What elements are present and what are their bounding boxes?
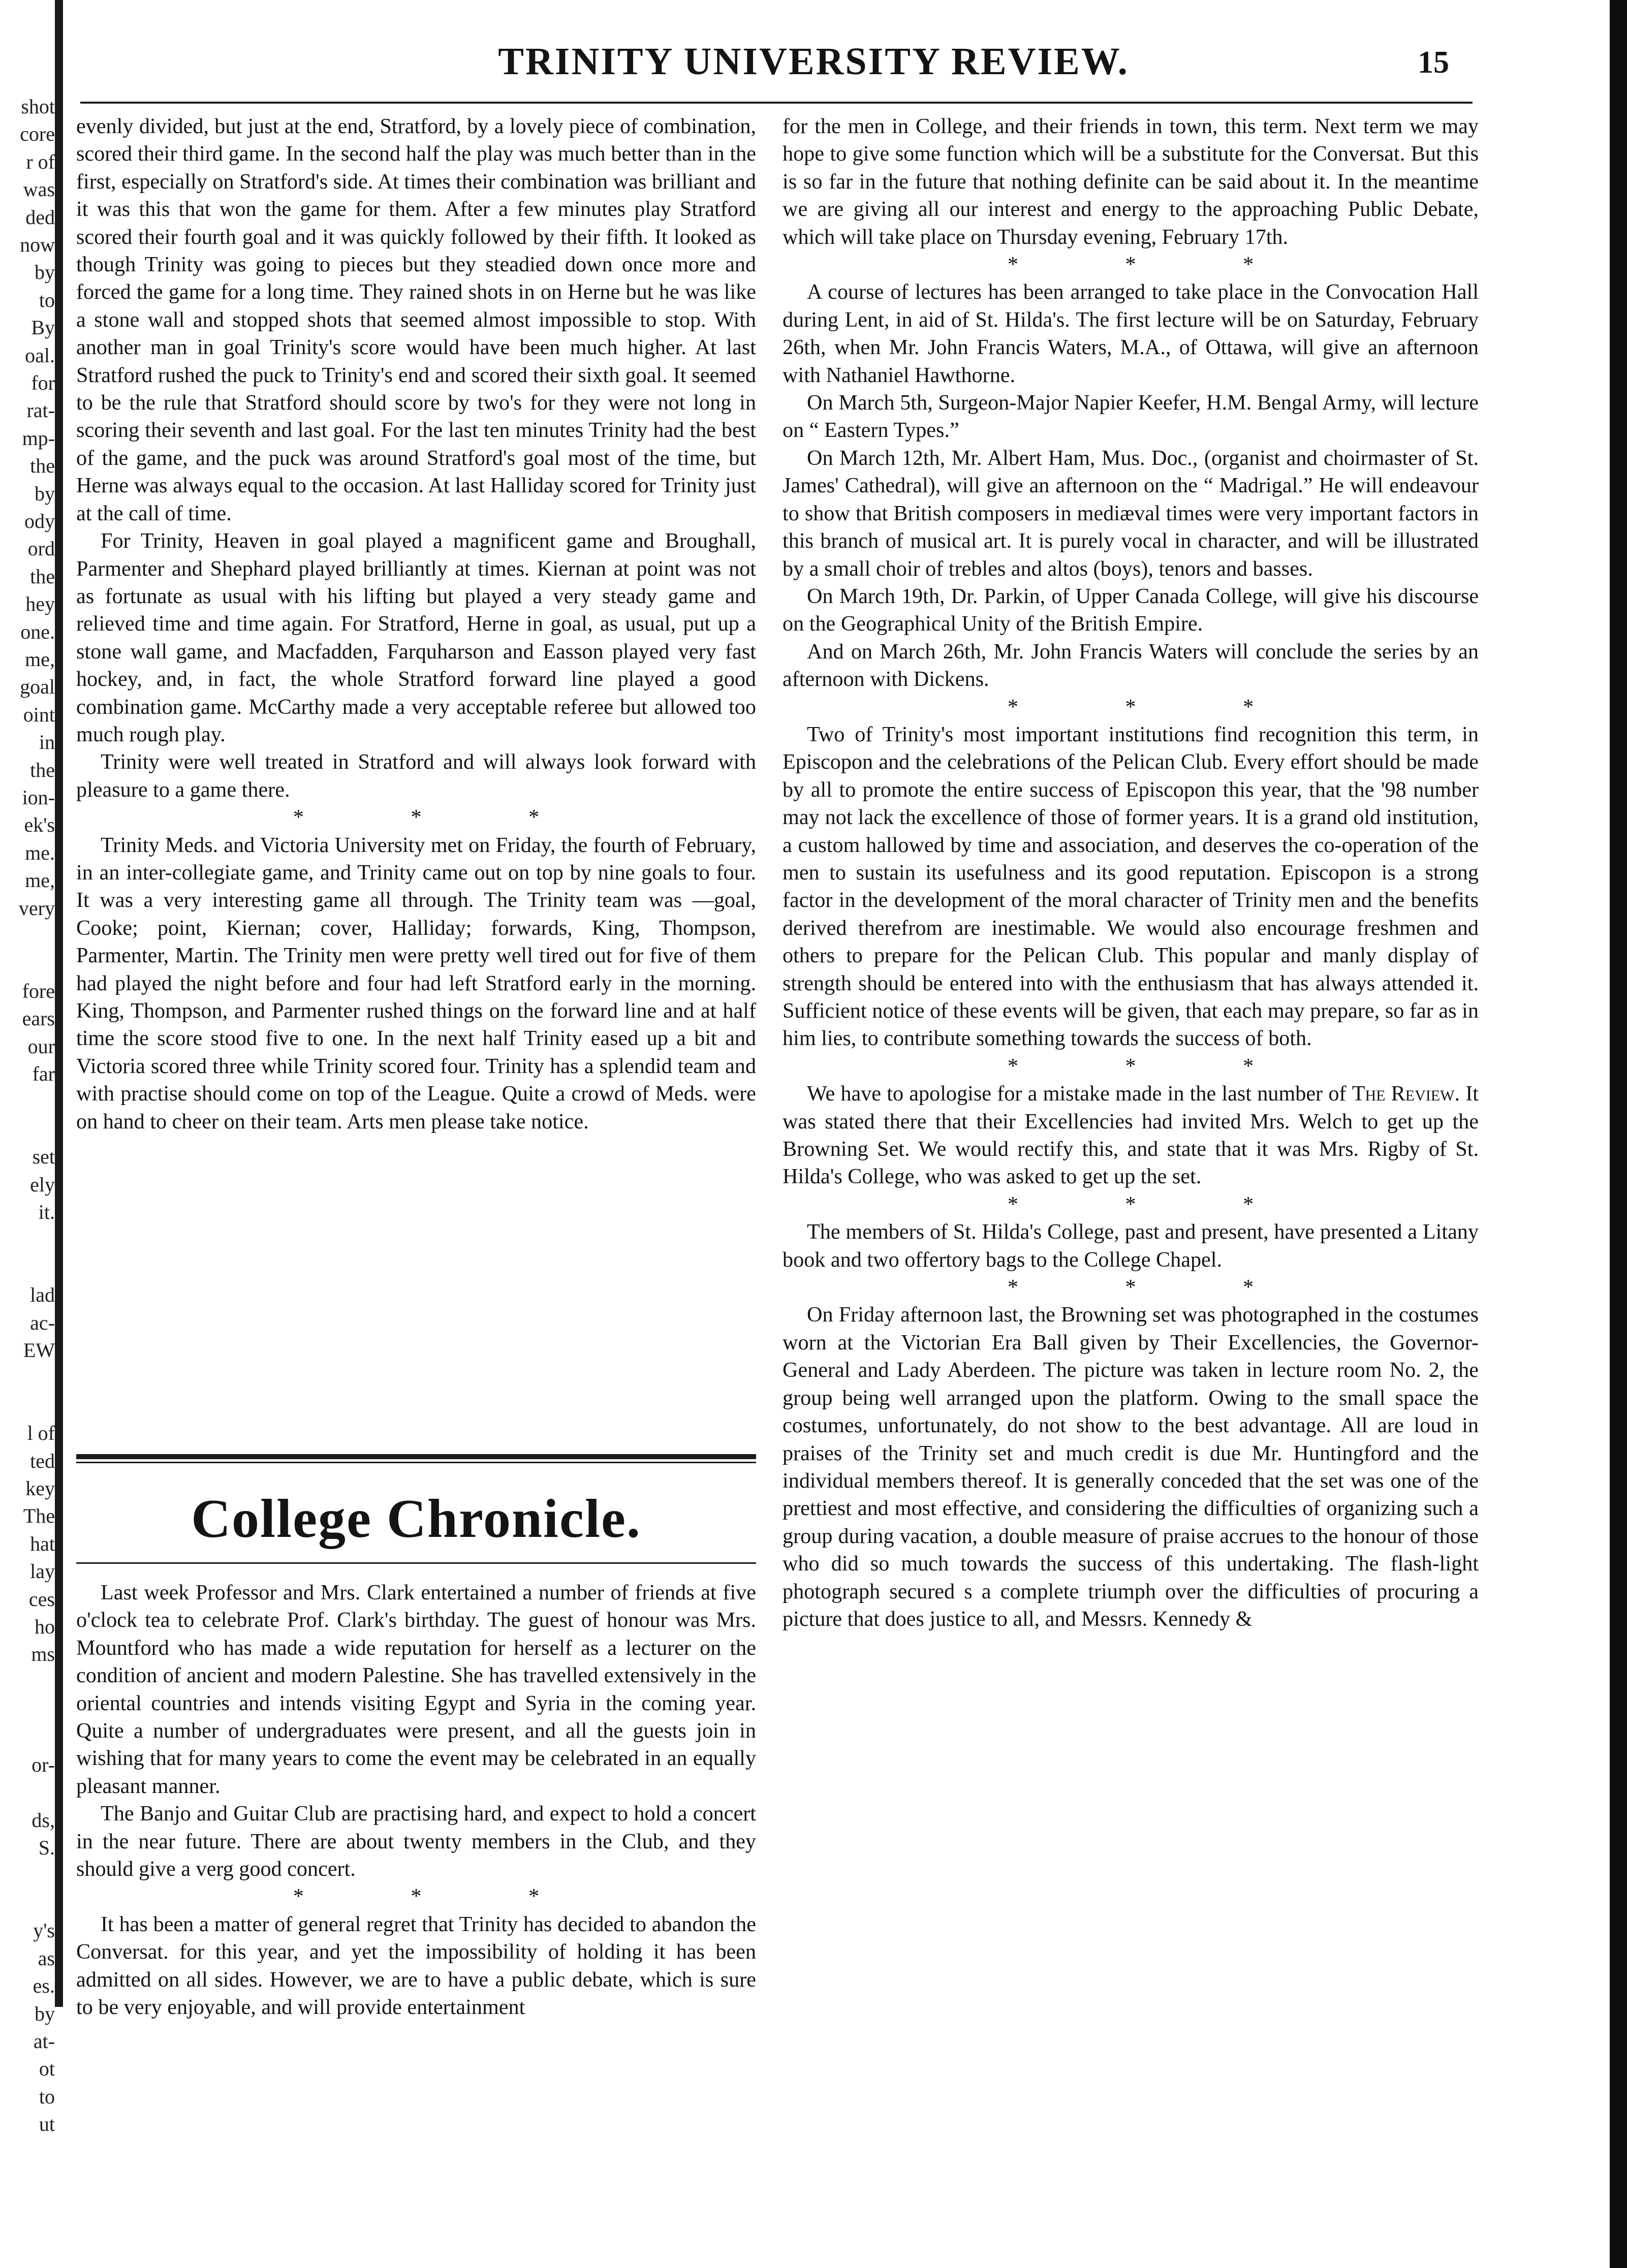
edge-fragment: ord [27, 537, 55, 560]
section-separator: * * * [1007, 695, 1305, 719]
edge-fragment: at- [33, 2030, 55, 2053]
hockey-paragraph-3: Trinity were well treated in Stratford and will always look forward with pleasure to a game there. [76, 750, 756, 802]
litany-paragraph: The members of St. Hilda's College, past and present, have presented a Litany book and two offertory bags to the College Chapel. [783, 1220, 1479, 1272]
chronicle-paragraph-conversat: It has been a matter of general regret that Trinity has decided to abandon the Conversat. for this year, and yet the impossibility of holding it has been admitted on all sides. However, we are to have a public debate, which is sure to be very enjoyable, and will provide entertainment [76, 1912, 756, 2020]
edge-fragment: ot [39, 2057, 55, 2081]
browning-paragraph: On Friday afternoon last, the Browning set was photographed in the costumes worn at the Victorian Era Ball given by Their Excellencies, the Governor-General and Lady Aberdeen. The picture was taken in lecture room No. 2, the group being well arranged upon the platform. Owing to the small space the costumes, unfortunately, do not show to the best advantage. All are loud in praises of the Trinity set and much credit is due Mr. Huntingford and the individual members thereof. It is generally conceded that the set was one of the prettiest and most effective, and considering the difficulties of organizing such a group during vacation, a double measure of praise accrues to the honour of those who did so much towards the success of this undertaking. The flash-light photograph secured s a complete triumph over the difficulties of procuring a picture that does justice to all, and Messrs. Kennedy & [783, 1303, 1479, 1631]
edge-fragment: hey [25, 592, 55, 616]
edge-fragment: ody [24, 510, 55, 532]
lectures-paragraph-1: A course of lectures has been arranged to take place in the Convocation Hall during Lent, in aid of St. Hilda's. The first lecture will be on Saturday, February 26th, when Mr. John Francis Waters, M.A., of Ottawa, will give an afternoon with Nathaniel Hawthorne. [783, 280, 1479, 387]
header-rule [80, 102, 1473, 104]
edge-fragment: shot [21, 95, 55, 118]
edge-fragment: it. [38, 1201, 55, 1223]
section-separator: * * * [293, 805, 590, 830]
left-column [76, 113, 756, 1136]
lectures-paragraph-3: On March 12th, Mr. Albert Ham, Mus. Doc., (organist and choirmaster of St. James' Cathedral), will give an afternoon on the “ Madrigal.” He will endeavour to show that British composers in mediæval times were very important factors in this branch of musical art. It is purely vocal in character, and will be illustrated by a small choir of trebles and altos (boys), tenors and basses. [783, 446, 1479, 581]
lectures-paragraph-5: And on March 26th, Mr. John Francis Waters will conclude the series by an afternoon with Dickens. [783, 639, 1479, 691]
edge-fragment: the [30, 758, 55, 781]
edge-fragment: me, [25, 869, 55, 892]
lectures-paragraph-4: On March 19th, Dr. Parkin, of Upper Canada College, will give his discourse on the Geographical Unity of the British Empire. [783, 584, 1479, 636]
edge-fragment: oal. [25, 343, 55, 367]
edge-fragment: ac- [30, 1311, 55, 1334]
edge-fragment: y's [33, 1919, 55, 1942]
running-title: TRINITY UNIVERSITY REVIEW. [498, 40, 1129, 83]
apology-text-before: We have to apologise for a mistake made in the last number of [807, 1082, 1352, 1106]
hockey-paragraph-2: For Trinity, Heaven in goal played a magnificent game and Broughall, Parmenter and Shephard played brilliantly at times. Kiernan at point was not as fortunate as usual with his lifting but played a very steady game and relieved time and time again. For Stratford, Herne in goal, as usual, put up a stone wall game, and Macfadden, Farquharson and Easson played very fast hockey, and, in fact, the whole Stratford forward line played a good combination game. McCarthy made a very acceptable referee but allowed too much rough play. [76, 529, 756, 746]
edge-fragment: goal [20, 675, 55, 699]
section-separator: * * * [1007, 1275, 1305, 1300]
edge-fragment: The [23, 1504, 55, 1528]
chronicle-column [76, 1579, 756, 2022]
debate-paragraph: for the men in College, and their friends in town, this term. Next term we may hope to give some function which will be a substitute for the Conversat. But this is so far in the future that nothing definite can be said about it. In the meantime we are giving all our interest and energy to the approaching Public Debate, which will take place on Thursday evening, February 17th. [783, 114, 1479, 249]
edge-fragment: to [39, 2085, 55, 2108]
episcopon-paragraph: Two of Trinity's most important institutions find recognition this term, in Episcopon and the celebrations of the Pelican Club. Every effort should be made by all to promote the entire success of Episcopon this year, that the '98 number may not lack the excellence of those of former years. It is a grand old institution, a custom hallowed by time and association, and deserves the co-operation of the men to sustain its usefulness and its good reputation. Episcopon is a strong factor in the development of the moral character of Trinity men and the benefits derived therefrom are inestimable. We would also encourage freshmen and others to prepare for the Pelican Club. This popular and manly display of strength should be entered into with the enthusiasm that has always attended it. Sufficient notice of these events will be given, that each may prepare, so far as in him lies, to contribute something towards the success of both. [783, 722, 1479, 1051]
edge-fragment: ut [39, 2113, 55, 2136]
edge-fragment: core [20, 122, 55, 146]
edge-fragment: set [32, 1145, 55, 1169]
section-rule-thick [76, 1454, 756, 1459]
edge-fragment: fore [22, 979, 55, 1002]
edge-fragment: ho [35, 1615, 55, 1638]
edge-fragment: now [20, 233, 55, 256]
college-chronicle-heading: College Chronicle. [191, 1489, 641, 1549]
edge-fragment: me, [25, 648, 55, 671]
section-rule-thin [76, 1462, 756, 1463]
edge-fragment: ion- [22, 786, 55, 809]
edge-fragment: ces [28, 1587, 55, 1611]
page-number: 15 [1418, 45, 1449, 80]
edge-fragment: was [23, 178, 55, 201]
edge-fragment: es. [33, 1974, 55, 1998]
edge-fragment: lad [30, 1283, 55, 1307]
edge-fragment: to [39, 288, 55, 311]
edge-fragment: rat- [26, 399, 55, 422]
edge-fragment: lay [30, 1560, 55, 1583]
review-title: The Review [1352, 1082, 1455, 1106]
edge-fragment: one. [20, 620, 55, 643]
edge-fragment: our [27, 1034, 55, 1058]
edge-fragment: oint [23, 703, 55, 726]
edge-fragment: ds, [32, 1808, 55, 1832]
section-separator: * * * [1007, 253, 1305, 277]
edge-fragment: r of [26, 150, 55, 173]
apology-text-after: . It was stated there that their Excellencies had invited Mrs. Welch to get up the Browning Set. We would rectify this, and state that it was Mrs. Rigby of St. Hilda's College, who was asked to get up the set. [783, 1082, 1479, 1189]
edge-fragment: hat [30, 1532, 55, 1555]
chronicle-paragraph-clark: Last week Professor and Mrs. Clark entertained a number of friends at five o'clock tea to celebrate Prof. Clark's birthday. The guest of honour was Mrs. Mountford who has made a wide reputation for herself as a lecturer on the condition of ancient and modern Palestine. She has travelled extensively in the oriental countries and intends visiting Egypt and Syria in the coming year. Quite a number of undergraduates were present, and all the guests join in wishing that for many years to come the event may be celebrated in an equally pleasant manner. [76, 1581, 756, 1798]
edge-fragment: by [35, 261, 55, 284]
edge-fragment: key [25, 1477, 55, 1500]
section-separator: * * * [293, 1884, 590, 1909]
edge-fragment: very [18, 896, 55, 920]
edge-fragment: mp- [22, 426, 55, 450]
page-edge-rule [1610, 0, 1627, 2268]
edge-fragment: ded [25, 205, 55, 229]
edge-fragment: By [31, 316, 55, 339]
right-column [783, 113, 1479, 1633]
edge-fragment: by [35, 2002, 55, 2025]
edge-fragment: S. [38, 1836, 55, 1860]
hockey-paragraph-1: evenly divided, but just at the end, Stratford, by a lovely piece of combination, scored their third game. In the second half the play was much better than in the first, especially on Stratford's side. At times their combination was brilliant and it was this that won the game for them. After a few minutes play Stratford scored their fourth goal and it was quickly followed by their fifth. It looked as though Trinity was going to pieces but they steadied down once more and forced the game for a long time. They rained shots in on Herne but he was like a stone wall and stopped shots that seemed almost impossible to stop. With another man in goal Trinity's score would have been much higher. At last Stratford rushed the puck to Trinity's end and scored their sixth goal. It seemed to be the rule that Stratford should score by two's for they were not long in scoring their seventh and last goal. For the last ten minutes Trinity had the best of the game, and the puck was around Stratford's goal most of the time, but Herne was always equal to the occasion. At last Halliday scored for Trinity just at the call of time. [76, 114, 756, 525]
meds-victoria-paragraph: Trinity Meds. and Victoria University met on Friday, the fourth of February, in an inter-collegiate game, and Trinity came out on top by nine goals to four. It was a very interesting game all through. The Trinity team was —goal, Cooke; point, Kiernan; cover, Halliday; forwards, King, Thompson, Parmenter, Martin. The Trinity men were pretty well tired out for five of them had played the night before and four had left Stratford early in the morning. King, Thompson, and Parmenter rushed things on the forward line and at half time the score stood five to one. In the next half Trinity eased up a bit and Victoria scored three while Trinity scored four. Trinity has a splendid team and with practise should come on top of the League. Quite a crowd of Meds. were on hand to cheer on their team. Arts men please take notice. [76, 833, 756, 1133]
edge-fragment: ek's [24, 813, 55, 837]
adjacent-page-edge [0, 0, 65, 2268]
section-separator: * * * [1007, 1054, 1305, 1078]
edge-fragment: as [38, 1946, 55, 1970]
edge-fragment: far [32, 1062, 55, 1085]
edge-fragment: l of [27, 1422, 55, 1445]
binding-rule [55, 0, 63, 2007]
edge-fragment: ms [31, 1643, 55, 1666]
apology-paragraph [783, 1080, 1479, 1191]
heading-underline [76, 1562, 756, 1564]
lectures-paragraph-2: On March 5th, Surgeon-Major Napier Keefer, H.M. Bengal Army, will lecture on “ Eastern Types.” [783, 391, 1479, 443]
edge-fragment: the [30, 454, 55, 478]
edge-fragment: by [35, 482, 55, 505]
edge-fragment: ely [30, 1173, 55, 1196]
section-separator: * * * [1007, 1192, 1305, 1216]
edge-fragment: the [30, 564, 55, 588]
edge-fragment: for [31, 371, 55, 394]
chronicle-paragraph-banjo: The Banjo and Guitar Club are practising hard, and expect to hold a concert in the near future. There are about twenty members in the Club, and they should give a verg good concert. [76, 1802, 756, 1881]
edge-fragment: ears [22, 1007, 55, 1030]
edge-fragment: ted [30, 1449, 55, 1472]
edge-fragment: me. [25, 841, 55, 864]
edge-fragment: EW [23, 1339, 55, 1362]
edge-fragment: in [39, 731, 55, 754]
edge-fragment: or- [32, 1753, 55, 1776]
